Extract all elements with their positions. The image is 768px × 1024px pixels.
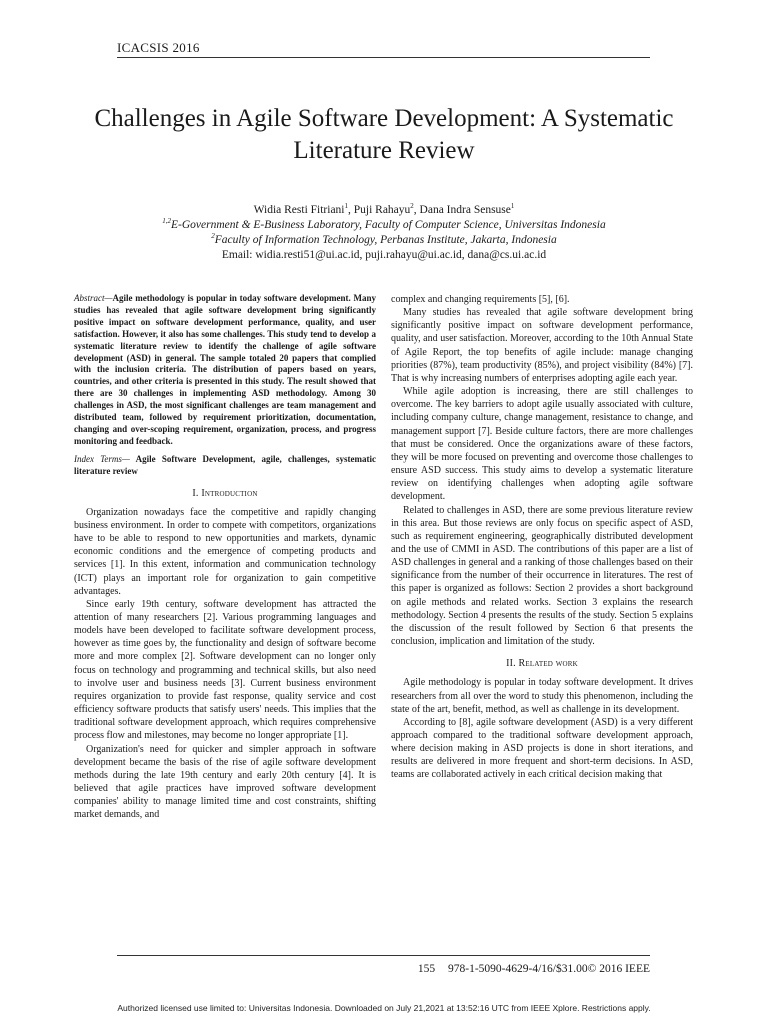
affiliation-2-text: Faculty of Information Technology, Perbanas Institute, Jakarta, Indonesia bbox=[214, 234, 557, 246]
author-emails: Email: widia.resti51@ui.ac.id, puji.rahayu@ui.ac.id, dana@cs.ui.ac.id bbox=[221, 249, 547, 261]
related-work-paragraph: According to [8], agile software development (ASD) is a very different approach compared to the traditional software development approach, where decision making in ASD projects is done in short iterations, and results are delivered in more frequent and short-term decisions. In ASD, teams are collaborated actively in each critical decision making that bbox=[391, 716, 693, 781]
intro-paragraph: Related to challenges in ASD, there are some previous literature review in this area. But those reviews are only focus on specific aspect of ASD, such as requirement engineering, geographically distributed development and the use of CMMI in ASD. The contributions of this paper are a list of ASD challenges in general and a ranking of those challenges based on their significance from the number of their occurrence in literatures. The rest of this paper is organized as follows: Section 2 provides a short background on agile methods and related works. Section 3 explains the research methodology. Section 4 presents the results of the study. Section 5 explains the discussion of the result followed by Section 6 that presents the conclusion, implication and limitation of the study. bbox=[391, 504, 693, 648]
left-column bbox=[74, 293, 376, 822]
intro-paragraph: Organization nowadays face the competitive and rapidly changing business environment. In order to compete with competitors, organizations have to be able to respond to new opportunities and markets, dynamic economic conditions and the emergence of competing products and services [1]. In this extent, information and communication technology (ICT) plays an important role for organization to gain competitive advantages. bbox=[74, 506, 376, 597]
intro-paragraph: Organization's need for quicker and simpler approach in software development became the basis of the rise of agile software development methods during the late 19th century and early 20th century [4]. It is believed that agile practices have improved software development companies' ability to manage limited time and cost constraints, shifting market demands, and bbox=[74, 743, 376, 821]
author-block bbox=[90, 203, 678, 263]
author-1-sup: 1 bbox=[344, 202, 348, 211]
author-2: , Puji Rahayu bbox=[348, 204, 411, 216]
abstract-text: Agile methodology is popular in today software development. Many studies has revealed that agile software development bring significantly positive impact on software development performance, quality, and user satisfaction. However, it also has some challenges. This study tend to develop a systematic literature review to identify the challenge of agile software development (ASD) in general. The sample totaled 20 papers that complied with the inclusion criteria. The distribution of papers based on years, countries, and other criteria is presented in this study. The result showed that there are 30 challenges in implementing ASD methodology. Among 30 challenges in ASD, the most significant challenges are team management and distributed team, followed by requirement prioritization, documentation, changing and over-scoping requirement, organization, process, and progress monitoring and feedback. bbox=[74, 293, 376, 446]
right-column bbox=[391, 293, 693, 782]
page-number: 155 bbox=[417, 963, 436, 975]
abstract-lead: Abstract— bbox=[74, 293, 113, 303]
header-rule bbox=[117, 57, 650, 58]
footer-rule bbox=[117, 955, 650, 956]
intro-paragraph: complex and changing requirements [5], [6]. bbox=[391, 294, 570, 305]
license-notice: Authorized licensed use limited to: Universitas Indonesia. Downloaded on July 21,2021 at 13:52:16 UTC from IEEE Xplore. Restrictions apply. bbox=[117, 1003, 651, 1013]
affiliation-1-sup: 1,2 bbox=[162, 217, 172, 226]
affiliation-2 bbox=[90, 233, 678, 248]
conference-header: ICACSIS 2016 bbox=[117, 40, 200, 55]
author-2-sup: 2 bbox=[410, 202, 414, 211]
author-3-sup: 1 bbox=[510, 202, 515, 211]
affiliation-1 bbox=[90, 218, 678, 233]
index-terms-text: Agile Software Development, agile, challenges, systematic literature review bbox=[74, 453, 376, 476]
index-terms bbox=[74, 454, 376, 478]
related-work-paragraph: Agile methodology is popular in today software development. It drives researchers from all over the word to study this phenomenon, including the state of the art, benefit, method, as well as challenge in its development. bbox=[391, 677, 693, 715]
paper-title: Challenges in Agile Software Development: A Systematic Literature Review bbox=[94, 105, 674, 164]
author-3: , Dana Indra Sensuse bbox=[413, 204, 511, 216]
affiliation-1-text: E-Government & E-Business Laboratory, Faculty of Computer Science, Universitas Indonesia bbox=[171, 219, 606, 231]
page-footer bbox=[117, 963, 650, 975]
intro-paragraph: Since early 19th century, software development has attracted the attention of many researchers [2]. Various programming languages and models have been developed to facilitate software development process, however as time goes by, the functionality and design of software become more and more complex [2]. Software development can no longer only focus on technology and programming and technical skills, but also need to involve user and business needs [3]. Current business environment requires organization to provide fast response, quality service and cost efficiency software products that satisfy users' needs. This implies that the traditional software development approach, which requires comprehensive process flow and milestones, may become no longer appropriate [1]. bbox=[74, 598, 376, 742]
section-heading-related-work: II. Related work bbox=[506, 658, 578, 670]
affiliation-2-sup: 2 bbox=[211, 232, 215, 241]
abstract bbox=[74, 293, 376, 448]
index-terms-lead: Index Terms— bbox=[74, 453, 130, 464]
author-1: Widia Resti Fitriani bbox=[253, 204, 345, 216]
author-line bbox=[254, 204, 515, 216]
copyright-notice: 978-1-5090-4629-4/16/$31.00© 2016 IEEE bbox=[448, 963, 650, 975]
section-heading-introduction: I. Introduction bbox=[192, 487, 258, 499]
intro-paragraph: While agile adoption is increasing, there are still challenges to overcome. The key barriers to adopt agile usually associated with culture, including company culture, change management, resistance to change, and management support [7]. Beside culture factors, there are more challenges that must be considered. Once the organizations aware of these factors, they will be more focused on preventing and overcome those challenges to ensure ASD success. This study aims to develop a systematic literature review on identifying challenges when adopting agile software development. bbox=[391, 386, 693, 503]
intro-paragraph: Many studies has revealed that agile software development bring significantly positive impact on software development performance, quality, and user satisfaction. Moreover, according to the 10th Annual State of Agile Report, the top benefits of agile include: manage changing priorities (87%), team productivity (85%), and project visibility (84%) [7]. That is why increasing numbers of enterprises adopting agile each year. bbox=[391, 307, 693, 384]
